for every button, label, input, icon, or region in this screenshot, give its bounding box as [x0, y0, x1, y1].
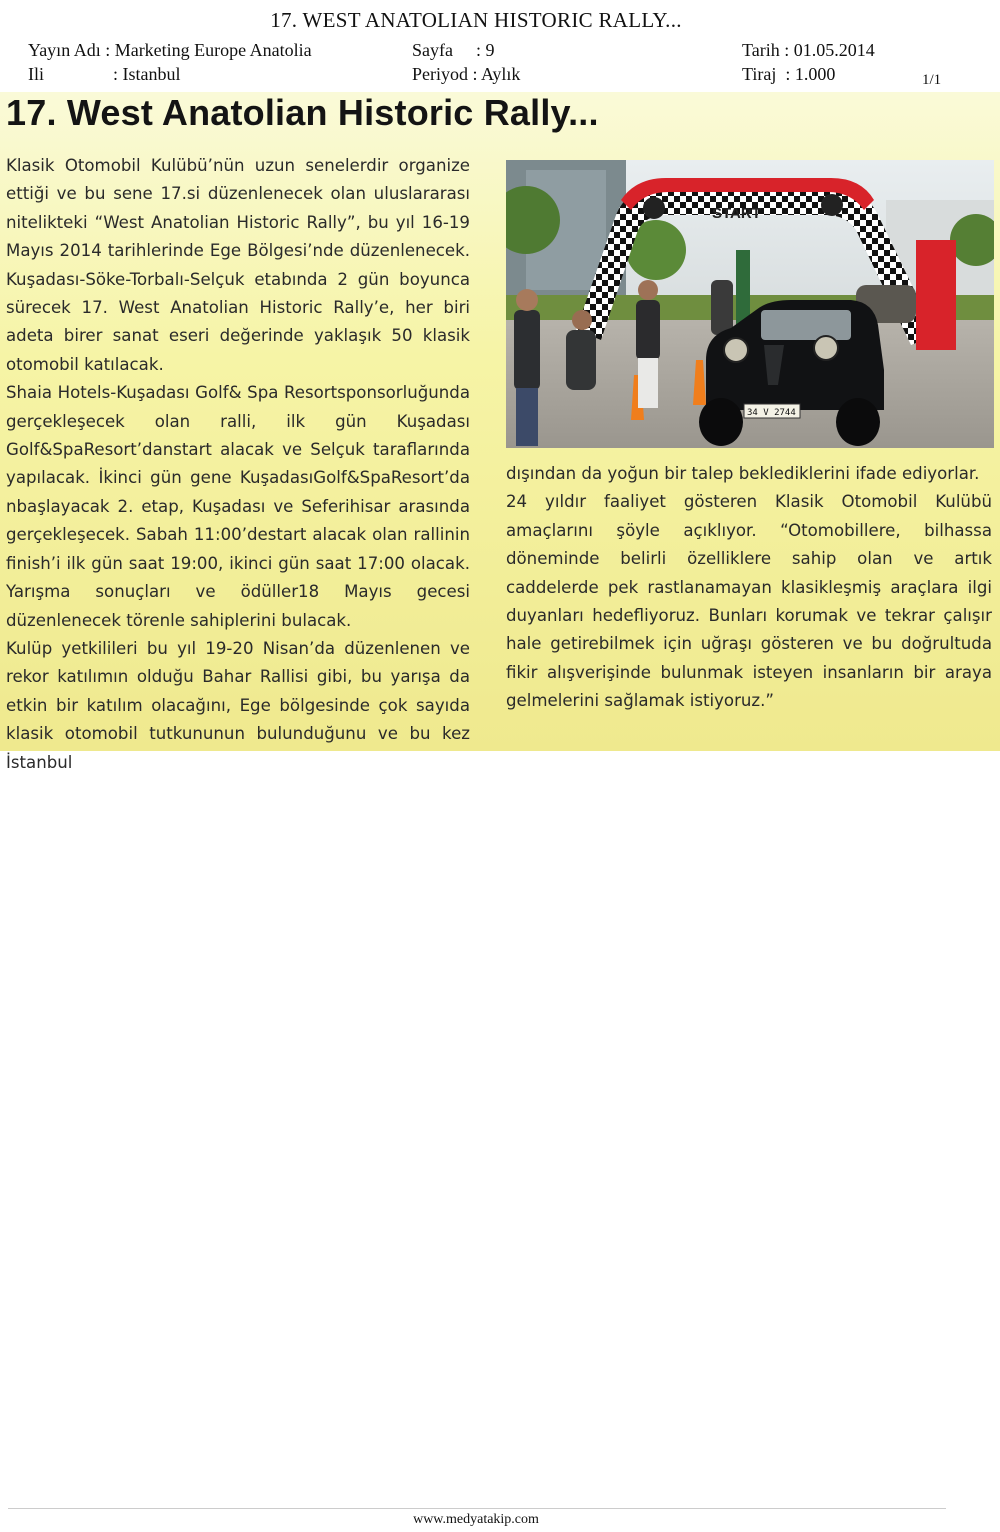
article-right-column: [506, 460, 992, 716]
rally-photo-illustration: [506, 160, 994, 448]
rally-start-photo: [506, 160, 994, 448]
circulation-label: Tiraj : 1.000: [742, 64, 836, 84]
article-headline: 17. West Anatolian Historic Rally...: [6, 92, 599, 133]
article-paragraph: Shaia Hotels-Kuşadası Golf& Spa Resortsponsorluğunda gerçekleşecek olan ralli, ilk gün Kuşadası Golf&SpaResort’danstart alacak ve Selçuk taraflarında yapılacak. İkinci gün gene KuşadasıGolf&SpaResort’da nbaşlayacak 2. etap, Kuşadası ve Seferihisar arasında gerçekleşecek. Sabah 11:00’destart alacak olan rallinin finish’i ilk gün saat 19:00, ikinci gün saat 17:00 olacak. Yarışma sonuçları ve ödüller18 Mayıs gecesi düzenlenecek törenle sahiplerini bulacak.: [6, 383, 470, 630]
city-label: Ili: [28, 64, 44, 84]
article-paragraph: 24 yıldır faaliyet gösteren Klasik Otomobil Kulübü amaçlarını şöyle açıklıyor. “Otomobillere, bilhassa döneminde belirli özelliklere sahip olan ve artık caddelerde pek rastlanamayan klasikleşmiş araçlara ilgi duyanları hedefliyoruz. Bunları korumak ve tekrar çalışır hale getirebilmek için uğraşı gösteren ve bu doğrultuda fikir alışverişinde bulunmak isteyen insanların bir araya gelmelerini sağlamak istiyoruz.”: [506, 492, 992, 711]
article-paragraph: dışından da yoğun bir talep beklediklerini ifade ediyorlar.: [506, 464, 980, 483]
date-label: Tarih : 01.05.2014: [742, 40, 875, 60]
arch-start-text: START: [712, 205, 761, 222]
car-plate-text: 34 V 2744: [747, 408, 796, 418]
publication-name: Yayın Adı : Marketing Europe Anatolia: [28, 40, 312, 60]
article-left-column: [6, 152, 470, 777]
city-value: : Istanbul: [113, 64, 181, 84]
article-paragraph: Klasik Otomobil Kulübü’nün uzun senelerdir organize ettiği ve bu sene 17.si düzenlenecek olan uluslararası nitelikteki “West Anatolian Historic Rally”, bu yıl 16-19 Mayıs 2014 tarihlerinde Ege Bölgesi’nde düzenlenecek. Kuşadası-Söke-Torbalı-Selçuk etabında 2 gün boyunca sürecek 17. West Anatolian Historic Rally’e, her biri adeta birer sanat eseri değerinde yaklaşık 50 klasik otomobil katılacak.: [6, 156, 470, 374]
footer-divider: [8, 1508, 946, 1509]
period-label: Periyod : Aylık: [412, 64, 521, 84]
footer-url[interactable]: www.medyatakip.com: [413, 1512, 539, 1527]
page-label: Sayfa: [412, 40, 453, 60]
page-count: 1/1: [922, 72, 942, 88]
page-value: : 9: [476, 40, 495, 60]
document-title: 17. WEST ANATOLIAN HISTORIC RALLY...: [270, 8, 682, 32]
article-paragraph: Kulüp yetkilileri bu yıl 19-20 Nisan’da düzenlenen ve rekor katılımın olduğu Bahar Rallisi gibi, bu yarışa da etkin bir katılım olacağını, Ege bölgesinde çok sayıda klasik otomobil tutkununun bulunduğunu ve bu kez İstanbul: [6, 638, 470, 772]
